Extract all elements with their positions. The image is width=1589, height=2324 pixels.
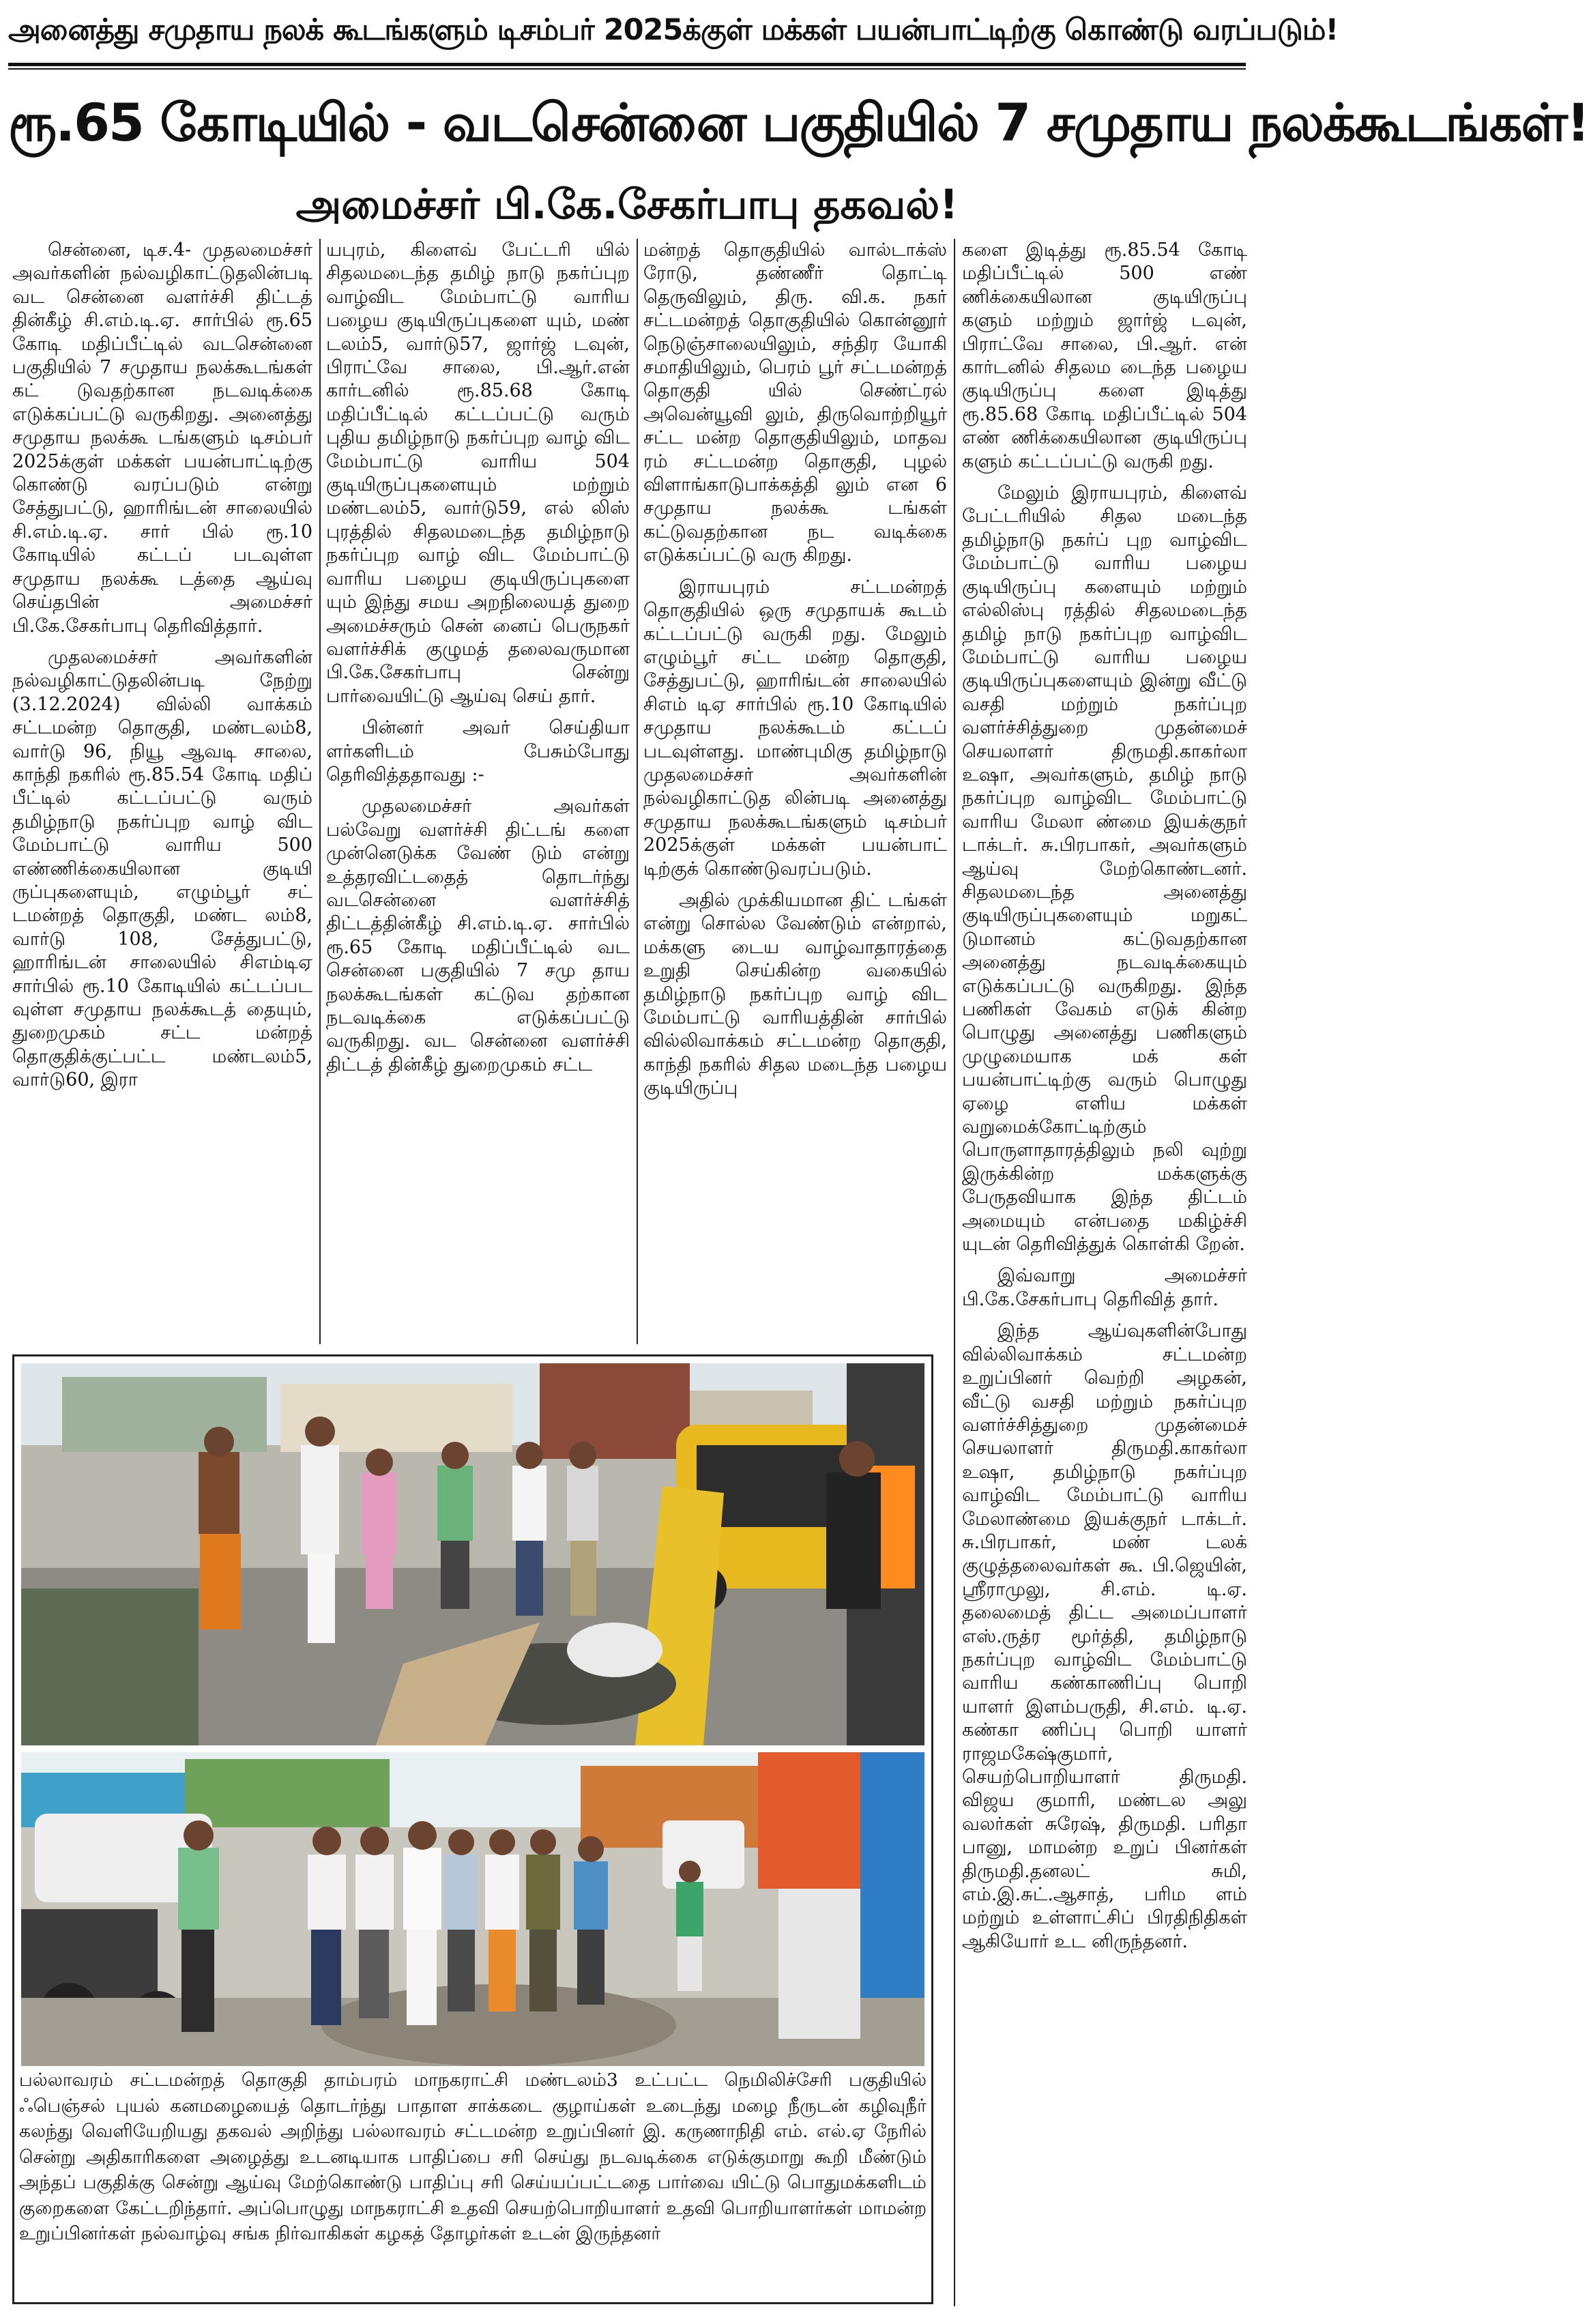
paragraph: முதலமைச்சர் அவர்களின் நல்வழிகாட்டுதலின்படி நேற்று (3.12.2024) வில்லி வாக்கம் சட்டமன்ற தொகுதி, மண்டலம்8, வார்டு 96, நியூ ஆவடி சாலை, காந்தி நகரில் ரூ.85.54 கோடி மதிப் பீட்டில் கட்டப்பட்டு வரும் தமிழ்நாடு நகர்ப்புற வாழ் விட மேம்பாட்டு வாரிய 500 எண்ணிக்கையிலான குடியி ருப்புகளையும், எழும்பூர் சட் டமன்றத் தொகுதி, மண்ட லம்8, வார்டு 108, சேத்துபட்டு, ஹாரிங்டன் சாலையில் சிஎம்டிஏ சார்பில் ரூ.10 கோடியில் கட்டப்பட வுள்ள சமுதாய நலக்கூடத் தையும், துறைமுகம் சட்ட மன்றத் தொகுதிக்குட்பட்ட மண்டலம்5, வார்டு60, இரா — [12, 646, 312, 1091]
top-rule — [8, 63, 1246, 66]
kicker-line: அனைத்து சமுதாய நலக் கூடங்களும் டிசம்பர் 2025க்குள் மக்கள் பயன்பாட்டிற்கு கொண்டு வரப்படும்! — [8, 13, 1339, 47]
paragraph: அதில் முக்கியமான திட் டங்கள் என்று சொல்ல வேண்டும் என்றால், மக்களு டைய வாழ்வாதாரத்தை உறுதி செய்கின்ற வகையில் தமிழ்நாடு நகர்ப்புற வாழ் விட மேம்பாட்டு வாரியத்தின் சார்பில் வில்லிவாக்கம் சட்டமன்ற தொகுதி, காந்தி நகரில் சிதல மடைந்த பழைய குடியிருப்பு — [643, 889, 947, 1099]
article-column-1 — [12, 239, 312, 1344]
paragraph: மேலும் இராயபுரம், கிளைவ் பேட்டரியில் சிதல மடைந்த தமிழ்நாடு நகர்ப் புற வாழ்விட மேம்பாட்டு வாரிய பழைய குடியிருப்பு களையும் மற்றும் எல்லிஸ்பு ரத்தில் சிதலமடைந்த தமிழ் நாடு நகர்ப்புற வாழ்விட மேம்பாட்டு வாரிய பழைய குடியிருப்புகளையும் இன்று வீட்டு வசதி மற்றும் நகர்ப்புற வளர்ச்சித்துறை முதன்மைச் செயலாளர் திருமதி.காகர்லா உஷா, அவர்களும், தமிழ் நாடு நகர்ப்புற வாழ்விட மேம்பாட்டு வாரிய மேலா ண்மை இயக்குநர் டாக்டர். சு.பிரபாகர், அவர்களும் ஆய்வு மேற்கொண்டனர். சிதலமடைந்த அனைத்து குடியிருப்புகளையும் மறுகட் டுமானம் கட்டுவதற்கான அனைத்து நடவடிக்கையும் எடுக்கப்பட்டு வருகிறது. இந்த பணிகள் வேகம் எடுக் கின்ற பொழுது அனைத்து பணிகளும் முழுமையாக மக் கள் பயன்பாட்டிற்கு வரும் பொழுது ஏழை எளிய மக்கள் வறுமைக்கோட்டிற்கும் பொருளாதாரத்திலும் நலி வுற்று இருக்கின்ற மக்களுக்கு பேருதவியாக இந்த திட்டம் அமையும் என்பதை மகிழ்ச்சி யுடன் தெரிவித்துக் கொள்கி றேன். — [962, 482, 1247, 1255]
photo-caption: பல்லாவரம் சட்டமன்றத் தொகுதி தாம்பரம் மாநகராட்சி மண்டலம்3 உட்பட்ட நெமிலிச்சேரி பகுதியில் ஃபெஞ்சல் புயல் கனமழையைத் தொடர்ந்து பாதாள சாக்கடை குழாய்கள் உடைந்து மழை நீருடன் கழிவுநீர் கலந்து வெளியேறியது தகவல் அறிந்து பல்லாவரம் சட்டமன்ற உறுப்பினர் இ. கருணாநிதி எம். எல்.ஏ நேரில் சென்று அதிகாரிகளை அழைத்து உடனடியாக பாதிப்பை சரி செய்து நடவடிக்கை எடுக்குமாறு கூறி மீண்டும் அந்தப் பகுதிக்கு சென்று ஆய்வு மேற்கொண்டு பாதிப்பு சரி செய்யப்பட்டதை பார்வை யிட்டு பொதுமக்களிடம் குறைகளை கேட்டறிந்தார். அப்பொழுது மாநகராட்சி உதவி செயற்பொறியாளர் உதவி பொறியாளர்கள் மாமன்ற உறுப்பினர்கள் நல்வாழ்வு சங்க நிர்வாகிகள் கழகத் தோழர்கள் உடன் இருந்தனர் — [19, 2069, 927, 2244]
paragraph: முதலமைச்சர் அவர்கள் பல்வேறு வளர்ச்சி திட்டங் களை முன்னெடுக்க வேண் டும் என்று உத்தரவிட்டதைத் தொடர்ந்து வடசென்னை வளர்ச்சித் திட்டத்தின்கீழ் சி.எம்.டி.ஏ. சார்பில் ரூ.65 கோடி மதிப்பீட்டில் வட சென்னை பகுதியில் 7 சமு தாய நலக்கூடங்கள் கட்டுவ தற்கான நடவடிக்கை எடுக்கப்பட்டு வருகிறது. வட சென்னை வளர்ச்சி திட்டத் தின்கீழ் துறைமுகம் சட்ட — [326, 796, 630, 1075]
article-column-3 — [643, 239, 947, 1344]
paragraph: களை இடித்து ரூ.85.54 கோடி மதிப்பீட்டில் 500 எண் ணிக்கையிலான குடியிருப்பு களும் மற்றும் ஜார்ஜ் டவுன், பிராட்வே சாலை, பி.ஆர். என் கார்டனில் சிதலம டைந்த பழைய குடியிருப்பு களை இடித்து ரூ.85.68 கோடி மதிப்பீட்டில் 504 எண் ணிக்கையிலான குடியிருப்பு களும் கட்டப்பட்டு வருகி றது. — [962, 239, 1247, 472]
paragraph: இவ்வாறு அமைச்சர் பி.கே.சேகர்பாபு தெரிவித் தார். — [962, 1265, 1247, 1310]
paragraph: யபுரம், கிளைவ் பேட்டரி யில் சிதலமடைந்த தமிழ் நாடு நகர்ப்புற வாழ்விட மேம்பாட்டு வாரிய பழைய குடியிருப்புகளை யும், மண் டலம்5, வார்டு57, ஜார்ஜ் டவுன், பிராட்வே சாலை, பி.ஆர்.என் கார்டனில் ரூ.85.68 கோடி மதிப்பீட்டில் கட்டப்பட்டு வரும் புதிய தமிழ்நாடு நகர்ப்புற வாழ் விட மேம்பாட்டு வாரிய 504 குடியிருப்புகளையும் மற்றும் மண்டலம்5, வார்டு59, எல் லிஸ் புரத்தில் சிதலமடைந்த தமிழ்நாடு நகர்ப்புற வாழ் விட மேம்பாட்டு வாரிய பழைய குடியிருப்புகளை யும் இந்து சமய அறநிலையத் துறை அமைச்சரும் சென் னைப் பெருநகர் வளர்ச்சிக் குழுமத் தலைவருமான பி.கே.சேகர்பாபு சென்று பார்வையிட்டு ஆய்வு செய் தார். — [326, 239, 630, 707]
subheadline: அமைச்சர் பி.கே.சேகர்பாபு தகவல்! — [295, 181, 959, 229]
paragraph: சென்னை, டிச.4- முதலமைச்சர் அவர்களின் நல்வழிகாட்டுதலின்படி வட சென்னை வளர்ச்சி திட்டத் தின்கீழ் சி.எம்.டி.ஏ. சார்பில் ரூ.65 கோடி மதிப்பீட்டில் வடசென்னை பகுதியில் 7 சமுதாய நலக்கூடங்கள் கட் டுவதற்கான நடவடிக்கை எடுக்கப்பட்டு வருகிறது. அனைத்து சமுதாய நலக்கூ டங்களும் டிசம்பர் 2025க்குள் மக்கள் பயன்பாட்டிற்கு கொண்டு வரப்படும் என்று சேத்துபட்டு, ஹாரிங்டன் சாலையில் சி.எம்.டி.ஏ. சார் பில் ரூ.10 கோடியில் கட்டப் படவுள்ள சமுதாய நலக்கூ டத்தை ஆய்வு செய்தபின் அமைச்சர் பி.கே.சேகர்பாபு தெரிவித்தார். — [12, 239, 312, 637]
column-divider — [319, 239, 321, 1344]
column-divider — [954, 239, 955, 2306]
news-photo-bottom — [21, 1752, 924, 2066]
paragraph: இராயபுரம் சட்டமன்றத் தொகுதியில் ஒரு சமுதாயக் கூடம் கட்டப்பட்டு வருகி றது. மேலும் எழும்பூர் சட்ட மன்ற தொகுதி, சேத்துபட்டு, ஹாரிங்டன் சாலையில் சிஎம் டிஏ சார்பில் ரூ.10 கோடியில் சமுதாய நலக்கூடம் கட்டப் படவுள்ளது. மாண்புமிகு தமிழ்நாடு முதலமைச்சர் அவர்களின் நல்வழிகாட்டுத லின்படி அனைத்து சமுதாய நலக்கூடங்களும் டிசம்பர் 2025க்குள் மக்கள் பயன்பாட் டிற்குக் கொண்டுவரப்படும். — [643, 576, 947, 880]
article-column-4 — [962, 239, 1247, 2316]
article-column-2 — [326, 239, 630, 1344]
top-rule-thin — [8, 68, 1246, 70]
headline: ரூ.65 கோடியில் - வடசென்னை பகுதியில் 7 சமுதாய நலக்கூடங்கள்! — [8, 92, 1589, 153]
news-photo-top — [21, 1363, 924, 1745]
paragraph: மன்றத் தொகுதியில் வால்டாக்ஸ் ரோடு, தண்ணீர் தொட்டி தெருவிலும், திரு. வி.க. நகர் சட்டமன்றத் தொகுதியில் கொன்னூர் நெடுஞ்சாலையிலும், சந்திர யோகி சமாதியிலும், பெரம் பூர் சட்டமன்றத் தொகுதி யில் செண்ட்ரல் அவென்யூவி லும், திருவொற்றியூர் சட்ட மன்ற தொகுதியிலும், மாதவ ரம் சட்டமன்ற தொகுதி, புழல் விளாங்காடுபாக்கத்தி லும் என 6 சமுதாய நலக்கூ டங்கள் கட்டுவதற்கான நட வடிக்கை எடுக்கப்பட்டு வரு கிறது. — [643, 239, 947, 566]
column-divider — [637, 239, 638, 1344]
paragraph: இந்த ஆய்வுகளின்போது வில்லிவாக்கம் சட்டமன்ற உறுப்பினர் வெற்றி அழகன், வீட்டு வசதி மற்றும் நகர்ப்புற வளர்ச்சித்துறை முதன்மைச் செயலாளர் திருமதி.காகர்லா உஷா, தமிழ்நாடு நகர்ப்புற வாழ்விட மேம்பாட்டு வாரிய மேலாண்மை இயக்குநர் டாக்டர். சு.பிரபாகர், மண் டலக் குழுத்தலைவர்கள் கூ. பி.ஜெயின், ஸ்ரீராமுலு, சி.எம். டி.ஏ. தலைமைத் திட்ட அமைப்பாளர் எஸ்.ருத்ர மூர்த்தி, தமிழ்நாடு நகர்ப்புற வாழ்விட மேம்பாட்டு வாரிய கண்காணிப்பு பொறி யாளர் இளம்பருதி, சி.எம். டி.ஏ. கண்கா ணிப்பு பொறி யாளர் ராஜமகேஷ்குமார், செயற்பொறியாளர் திருமதி. விஜய குமாரி, மண்டல அலு வலர்கள் சுரேஷ், திருமதி. பரிதா பானு, மாமன்ற உறுப் பினர்கள் திருமதி.தனலட் சுமி, எம்.இ.சுட்.ஆசாத், பரிம ளம் மற்றும் உள்ளாட்சிப் பிரதிநிதிகள் ஆகியோர் உட னிருந்தனர். — [962, 1320, 1247, 1952]
paragraph: பின்னர் அவர் செய்தியா ளர்களிடம் பேசும்போது தெரிவித்ததாவது :- — [326, 717, 630, 785]
